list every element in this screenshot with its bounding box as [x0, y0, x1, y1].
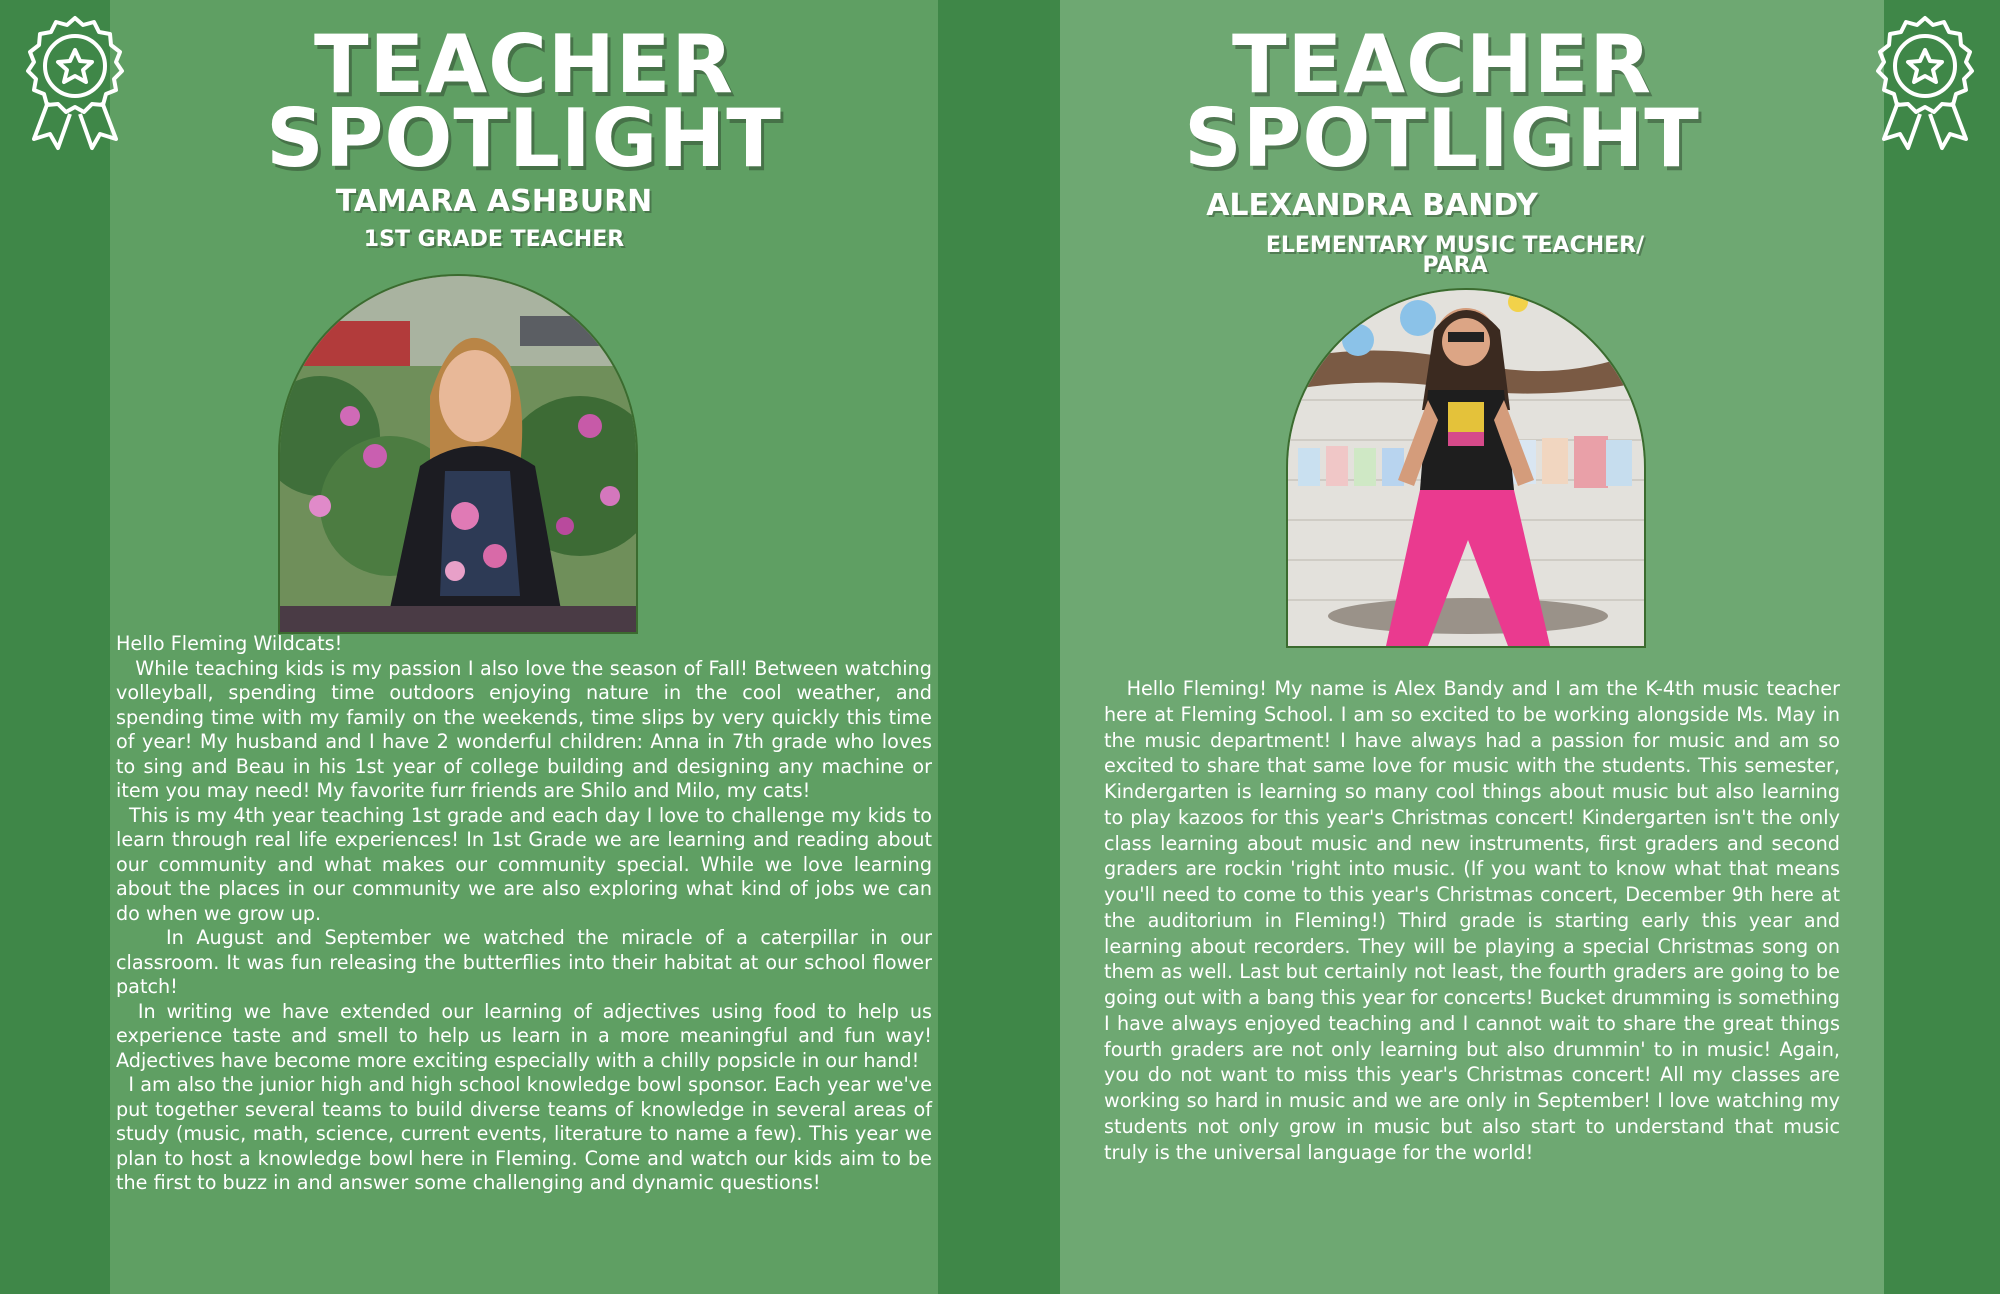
- right-spotlight-panel: [1060, 0, 1884, 1294]
- left-paragraph: In August and September we watched the miracle of a caterpillar in our classroom. It was fun releasing the butterflies into their habitat at our school flower patch!: [116, 926, 939, 998]
- award-ribbon-star-icon-right: [1870, 14, 1980, 154]
- award-ribbon-star-icon-left: [20, 14, 130, 154]
- left-teacher-name: TAMARA ASHBURN: [335, 184, 653, 219]
- left-heading: [110, 18, 938, 185]
- left-paragraph: Hello Fleming Wildcats!: [116, 632, 343, 655]
- left-paragraph: This is my 4th year teaching 1st grade and each day I love to challenge my kids to learn through real life experiences! In 1st Grade we are learning and reading about our community and what makes our community special. While we love learning about the places in our community we are also exploring what kind of jobs we can do when we grow up.: [116, 803, 939, 925]
- right-teacher-photo: [1286, 288, 1646, 648]
- right-teacher-role-line1: ELEMENTARY MUSIC TEACHER/: [1265, 233, 1645, 258]
- right-teacher-name: ALEXANDRA BANDY: [1206, 188, 1538, 223]
- left-heading-line2: SPOTLIGHT: [266, 92, 782, 185]
- right-teacher-role: [1255, 233, 1655, 278]
- left-paragraph: In writing we have extended our learning of adjectives using food to help us experience taste and smell to help us learn in a more meaningful and fun way! Adjectives have become more exciting especially with a chilly popsicle in our hand!: [116, 999, 939, 1072]
- right-heading: [1030, 18, 1854, 185]
- left-paragraph: While teaching kids is my passion I also love the season of Fall! Between watching volleyball, spending time outdoors enjoying nature in the cool weather, and spending time with my family on the weekends, time slips by very quickly this time of year! My husband and I have 2 wonderful children: Anna in 7th grade who loves to sing and Beau in his 1st year of college building and designing any machine or item you may need! My favorite furr friends are Shilo and Milo, my cats!: [116, 656, 939, 802]
- right-heading-line1: TEACHER: [1231, 18, 1653, 111]
- left-heading-line1: TEACHER: [313, 18, 735, 111]
- right-article-body: [1104, 676, 1847, 1165]
- right-heading-line2: SPOTLIGHT: [1184, 92, 1700, 185]
- left-spotlight-panel: [110, 0, 938, 1294]
- left-paragraph: I am also the junior high and high school knowledge bowl sponsor. Each year we've put together several teams to build diverse teams of knowledge in several areas of study (music, math, science, current events, literature to name a few). This year we plan to host a knowledge bowl here in Fleming. Come and watch our kids aim to be the first to buzz in and answer some challenging and dynamic questions!: [116, 1073, 939, 1194]
- left-teacher-role: 1ST GRADE TEACHER: [363, 227, 625, 252]
- right-teacher-role-line2: PARA: [1422, 253, 1488, 278]
- left-teacher-photo: [278, 274, 638, 634]
- left-article-body: [116, 632, 939, 1196]
- right-paragraph: Hello Fleming! My name is Alex Bandy and I am the K-4th music teacher here at Fleming School. I am so excited to be working alongside Ms. May in the music department! I have always had a passion for music and am so excited to share that same love for music with the students. This semester, Kindergarten is learning so many cool things about music but also learning to play kazoos for this year's Christmas concert! Kindergarten isn't the only class learning about music and new instruments, first graders and second graders are rockin 'right into music. (If you want to know what that means you'll need to come to this year's Christmas concert, December 9th here at the auditorium in Fleming!) Third grade is starting early this year and learning about recorders. They will be playing a special Christmas song on them as well. Last but certainly not least, the fourth graders are going to be going out with a bang this year for concerts! Bucket drumming is something I have always enjoyed teaching and I cannot wait to share the great things fourth graders are not only learning but also drummin' to in music! Again, you do not want to miss this year's Christmas concert! All my classes are working so hard in music and we are only in September! I love watching my students not only grow in music but also start to understand that music truly is the universal language for the world!: [1104, 677, 1847, 1164]
